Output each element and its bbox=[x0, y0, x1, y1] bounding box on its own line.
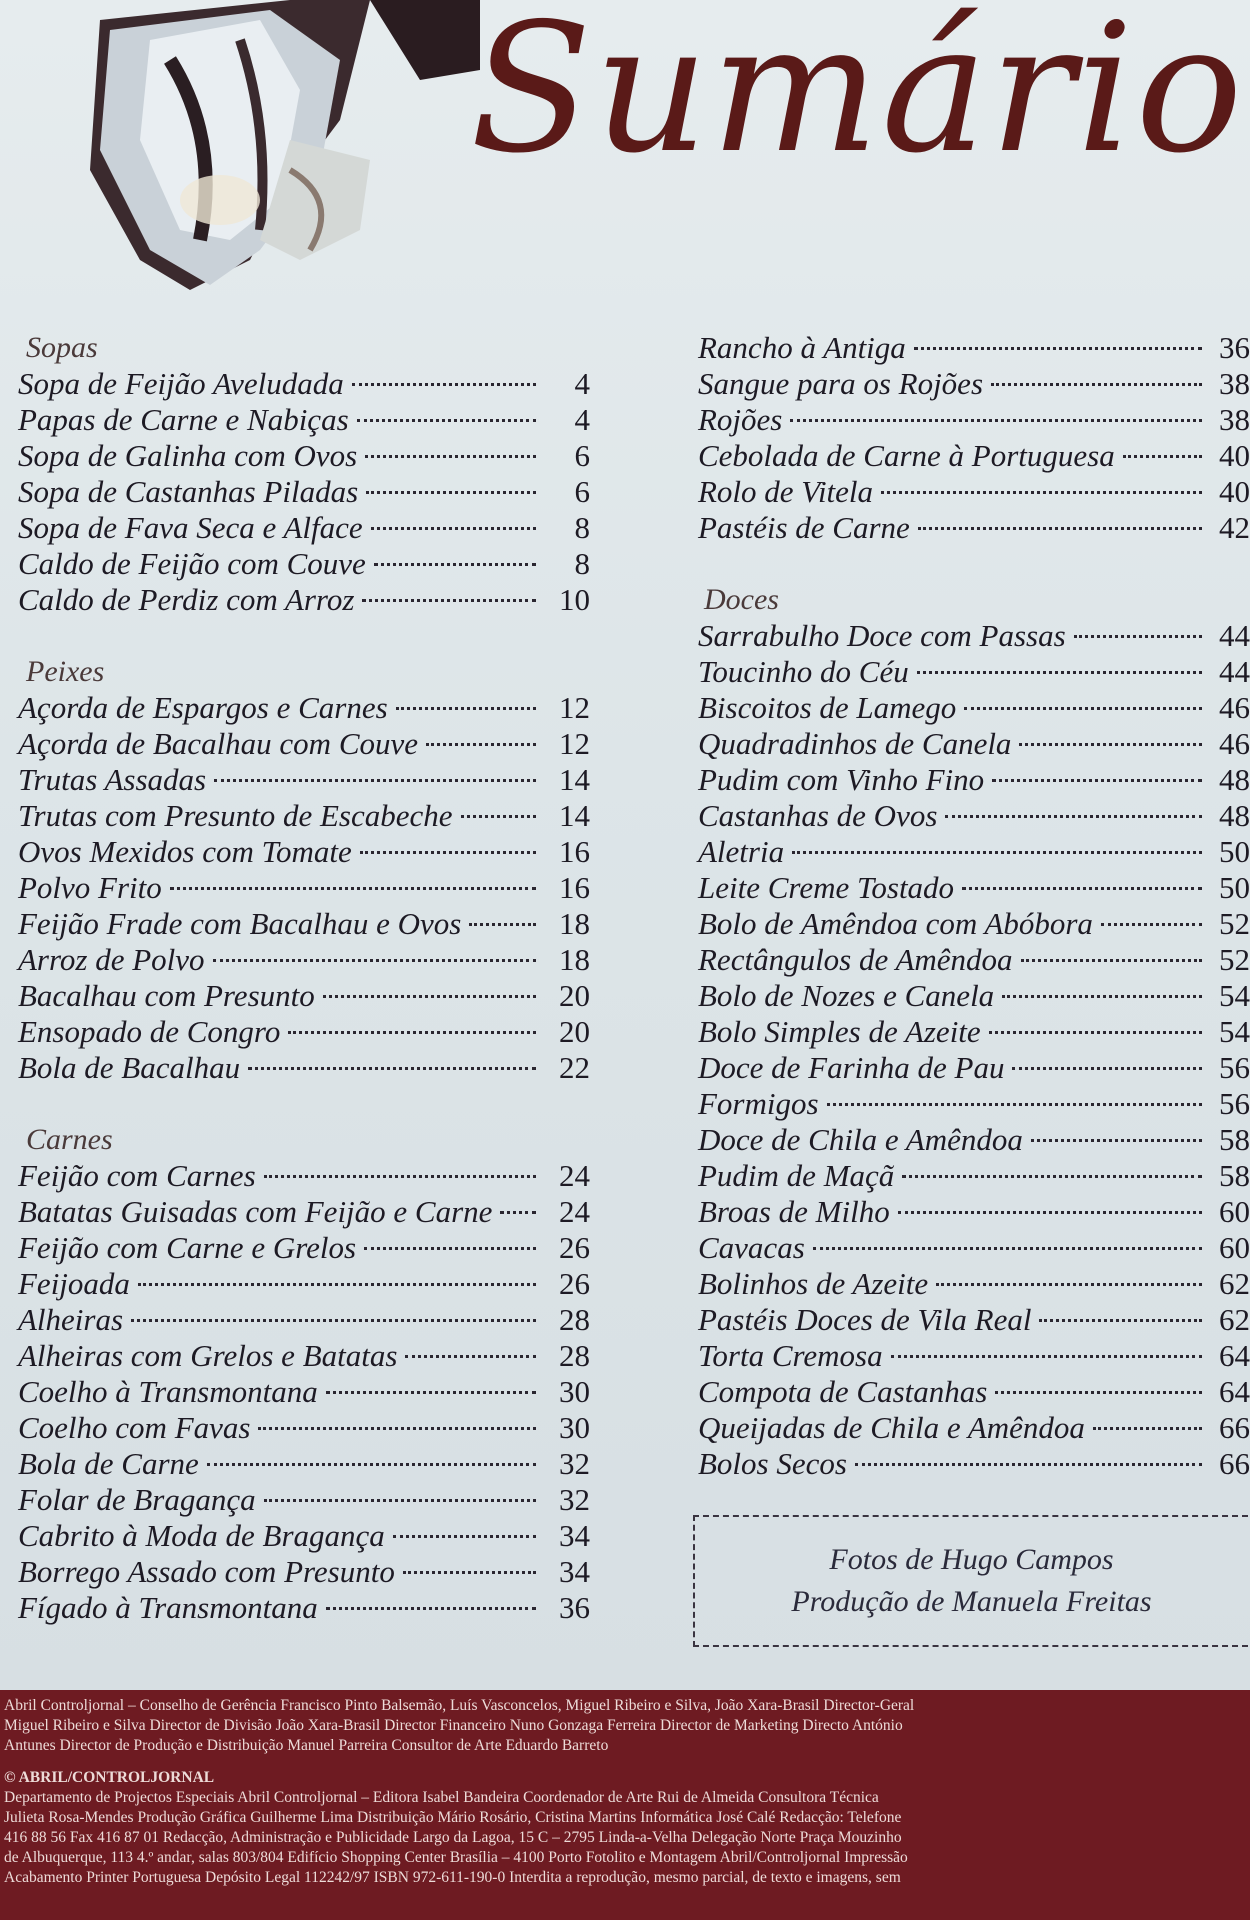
toc-entry-page: 24 bbox=[559, 1194, 590, 1229]
toc-entry-title: Castanhas de Ovos bbox=[698, 798, 938, 833]
toc-entry-page: 44 bbox=[1219, 654, 1250, 689]
toc-entry-title: Sopa de Galinha com Ovos bbox=[18, 438, 358, 473]
toc-entry-page: 26 bbox=[559, 1230, 590, 1265]
toc-entry-title: Açorda de Bacalhau com Couve bbox=[18, 726, 419, 761]
toc-entry-title: Papas de Carne e Nabiças bbox=[18, 402, 349, 437]
toc-list-carnes bbox=[0, 1158, 600, 1626]
toc-entry-page: 64 bbox=[1219, 1374, 1250, 1409]
dot-leader bbox=[469, 923, 536, 926]
toc-entry bbox=[0, 582, 600, 618]
toc-entry bbox=[690, 798, 1250, 834]
toc-entry-title: Caldo de Perdiz com Arroz bbox=[18, 582, 355, 617]
toc-entry-page: 54 bbox=[1219, 1014, 1250, 1049]
toc-entry-page: 44 bbox=[1219, 618, 1250, 653]
toc-entry bbox=[690, 618, 1250, 654]
toc-entry-title: Ovos Mexidos com Tomate bbox=[18, 834, 352, 869]
toc-entry-title: Feijão Frade com Bacalhau e Ovos bbox=[18, 906, 462, 941]
dot-leader bbox=[790, 419, 1202, 422]
toc-entry-title: Fígado à Transmontana bbox=[18, 1590, 318, 1625]
toc-entry-page: 54 bbox=[1219, 978, 1250, 1013]
section-heading-doces: Doces bbox=[704, 583, 779, 616]
toc-entry-title: Bola de Carne bbox=[18, 1446, 199, 1481]
toc-entry bbox=[690, 1338, 1250, 1374]
toc-entry-page: 28 bbox=[559, 1338, 590, 1373]
toc-entry-title: Batatas Guisadas com Feijão e Carne bbox=[18, 1194, 493, 1229]
toc-column-right bbox=[690, 330, 1250, 1482]
dot-leader bbox=[1101, 923, 1202, 926]
imprint-line: Acabamento Printer Portuguesa Depósito Legal 112242/97 ISBN 972-611-190-0 Interdita a reprodução, mesmo parcial, de texto e imagens, sem bbox=[4, 1869, 901, 1886]
section-heading-carnes: Carnes bbox=[26, 1123, 113, 1156]
toc-entry-page: 18 bbox=[559, 906, 590, 941]
toc-entry-title: Pudim de Maçã bbox=[698, 1158, 895, 1193]
imprint-block-2 bbox=[4, 1788, 1250, 1888]
toc-entry bbox=[0, 726, 600, 762]
toc-entry bbox=[690, 1230, 1250, 1266]
toc-entry-title: Pastéis de Carne bbox=[698, 510, 910, 545]
dot-leader bbox=[365, 455, 536, 458]
dot-leader bbox=[914, 347, 1202, 350]
toc-entry-page: 4 bbox=[574, 402, 590, 437]
toc-entry-title: Alheiras bbox=[18, 1302, 124, 1337]
toc-entry-title: Sopa de Feijão Aveludada bbox=[18, 366, 344, 401]
toc-entry bbox=[690, 1086, 1250, 1122]
toc-entry-page: 66 bbox=[1219, 1410, 1250, 1445]
toc-entry bbox=[0, 978, 600, 1014]
toc-entry bbox=[690, 1158, 1250, 1194]
dot-leader bbox=[898, 1211, 1202, 1214]
toc-entry-page: 50 bbox=[1219, 870, 1250, 905]
toc-entry-page: 48 bbox=[1219, 798, 1250, 833]
dot-leader bbox=[964, 707, 1202, 710]
toc-entry bbox=[0, 1482, 600, 1518]
dot-leader bbox=[995, 1391, 1202, 1394]
toc-entry bbox=[0, 1266, 600, 1302]
dot-leader bbox=[258, 1427, 536, 1430]
dot-leader bbox=[991, 383, 1202, 386]
dot-leader bbox=[326, 1607, 536, 1610]
dot-leader bbox=[1031, 1139, 1202, 1142]
dot-leader bbox=[288, 1031, 536, 1034]
toc-entry-title: Rojões bbox=[698, 402, 783, 437]
toc-entry-page: 24 bbox=[559, 1158, 590, 1193]
toc-entry bbox=[0, 762, 600, 798]
toc-entry bbox=[0, 1158, 600, 1194]
toc-entry-page: 36 bbox=[559, 1590, 590, 1625]
toc-entry-page: 62 bbox=[1219, 1266, 1250, 1301]
dot-leader bbox=[1039, 1319, 1202, 1322]
toc-entry bbox=[690, 366, 1250, 402]
toc-entry bbox=[0, 1230, 600, 1266]
toc-entry-page: 62 bbox=[1219, 1302, 1250, 1337]
toc-entry-title: Feijão com Carne e Grelos bbox=[18, 1230, 357, 1265]
toc-entry-title: Cavacas bbox=[698, 1230, 805, 1265]
dot-leader bbox=[264, 1175, 536, 1178]
toc-entry-title: Queijadas de Chila e Amêndoa bbox=[698, 1410, 1085, 1445]
toc-entry-page: 12 bbox=[559, 726, 590, 761]
toc-entry-title: Compota de Castanhas bbox=[698, 1374, 988, 1409]
toc-entry bbox=[690, 834, 1250, 870]
toc-entry-page: 16 bbox=[559, 834, 590, 869]
toc-entry bbox=[690, 1014, 1250, 1050]
toc-entry-page: 64 bbox=[1219, 1338, 1250, 1373]
dot-leader bbox=[323, 995, 536, 998]
dot-leader bbox=[374, 563, 536, 566]
toc-entry-title: Rolo de Vitela bbox=[698, 474, 874, 509]
dot-leader bbox=[131, 1319, 536, 1322]
dot-leader bbox=[1123, 455, 1202, 458]
toc-entry-page: 30 bbox=[559, 1410, 590, 1445]
toc-entry bbox=[690, 474, 1250, 510]
dot-leader bbox=[326, 1391, 536, 1394]
toc-entry bbox=[0, 510, 600, 546]
toc-entry-title: Pastéis Doces de Vila Real bbox=[698, 1302, 1032, 1337]
toc-entry bbox=[690, 1050, 1250, 1086]
dot-leader bbox=[214, 779, 536, 782]
dot-leader bbox=[396, 707, 536, 710]
toc-list-carnes-continued bbox=[690, 330, 1250, 546]
toc-entry-page: 18 bbox=[559, 942, 590, 977]
toc-entry-title: Alheiras com Grelos e Batatas bbox=[18, 1338, 398, 1373]
toc-entry-page: 12 bbox=[559, 690, 590, 725]
toc-entry bbox=[690, 906, 1250, 942]
toc-entry-title: Aletria bbox=[698, 834, 785, 869]
imprint-footer bbox=[0, 1690, 1250, 1920]
dot-leader bbox=[881, 491, 1202, 494]
dot-leader bbox=[248, 1067, 536, 1070]
dot-leader bbox=[364, 1247, 536, 1250]
toc-entry bbox=[0, 870, 600, 906]
toc-column-left bbox=[0, 330, 600, 1626]
toc-entry bbox=[690, 870, 1250, 906]
toc-entry-title: Leite Creme Tostado bbox=[698, 870, 955, 905]
toc-entry bbox=[0, 402, 600, 438]
toc-entry-page: 38 bbox=[1219, 402, 1250, 437]
toc-list-doces bbox=[690, 618, 1250, 1482]
toc-entry bbox=[0, 906, 600, 942]
toc-entry bbox=[0, 546, 600, 582]
toc-entry bbox=[690, 762, 1250, 798]
toc-entry-page: 28 bbox=[559, 1302, 590, 1337]
toc-entry-page: 42 bbox=[1219, 510, 1250, 545]
toc-entry-page: 26 bbox=[559, 1266, 590, 1301]
toc-entry-title: Rancho à Antiga bbox=[698, 330, 906, 365]
toc-entry-title: Bolos Secos bbox=[698, 1446, 847, 1481]
production-credit: Produção de Manuela Freitas bbox=[791, 1585, 1152, 1618]
dot-leader bbox=[1021, 959, 1202, 962]
toc-entry-title: Doce de Chila e Amêndoa bbox=[698, 1122, 1023, 1157]
toc-entry-page: 14 bbox=[559, 762, 590, 797]
dot-leader bbox=[792, 851, 1202, 854]
toc-entry-page: 30 bbox=[559, 1374, 590, 1409]
toc-entry bbox=[0, 1194, 600, 1230]
imprint-line: 416 88 56 Fax 416 87 01 Redacção, Administração e Publicidade Largo da Lagoa, 15 C – 2795 Linda-a-Velha Delegação Norte Praça Mouzinho bbox=[4, 1829, 902, 1846]
toc-list-sopas bbox=[0, 366, 600, 618]
dot-leader bbox=[500, 1211, 536, 1214]
dot-leader bbox=[357, 419, 536, 422]
toc-entry-page: 20 bbox=[559, 1014, 590, 1049]
dot-leader bbox=[264, 1499, 536, 1502]
dot-leader bbox=[461, 815, 537, 818]
page-title: Sumário bbox=[470, 0, 1245, 192]
toc-entry-title: Borrego Assado com Presunto bbox=[18, 1554, 395, 1589]
toc-entry bbox=[690, 1446, 1250, 1482]
toc-entry-page: 8 bbox=[574, 510, 590, 545]
toc-entry bbox=[0, 366, 600, 402]
toc-entry bbox=[690, 510, 1250, 546]
dot-leader bbox=[1093, 1427, 1202, 1430]
toc-entry-page: 6 bbox=[574, 474, 590, 509]
toc-entry-title: Coelho com Favas bbox=[18, 1410, 251, 1445]
toc-entry-title: Doce de Farinha de Pau bbox=[698, 1050, 1005, 1085]
toc-entry-page: 58 bbox=[1219, 1122, 1250, 1157]
dot-leader bbox=[989, 1031, 1202, 1034]
toc-entry bbox=[0, 1374, 600, 1410]
toc-entry-page: 48 bbox=[1219, 762, 1250, 797]
toc-entry-title: Bacalhau com Presunto bbox=[18, 978, 315, 1013]
imprint-line: Julieta Rosa-Mendes Produção Gráfica Guilherme Lima Distribuição Mário Rosário, Cristina Martins Informática José Calé Redacção: Telefone bbox=[4, 1809, 902, 1826]
dot-leader bbox=[945, 815, 1202, 818]
toc-entry-title: Bolinhos de Azeite bbox=[698, 1266, 929, 1301]
dot-leader bbox=[936, 1283, 1202, 1286]
toc-entry-page: 32 bbox=[559, 1482, 590, 1517]
toc-entry-title: Rectângulos de Amêndoa bbox=[698, 942, 1013, 977]
dot-leader bbox=[170, 887, 536, 890]
toc-entry bbox=[0, 474, 600, 510]
toc-entry-page: 58 bbox=[1219, 1158, 1250, 1193]
dot-leader bbox=[962, 887, 1202, 890]
imprint-line: Antunes Director de Produção e Distribuição Manuel Parreira Consultor de Arte Eduardo Barreto bbox=[4, 1737, 609, 1754]
toc-entry-title: Sangue para os Rojões bbox=[698, 366, 984, 401]
toc-entry-page: 34 bbox=[559, 1518, 590, 1553]
toc-entry-page: 22 bbox=[559, 1050, 590, 1085]
toc-entry-page: 20 bbox=[559, 978, 590, 1013]
toc-entry-page: 60 bbox=[1219, 1194, 1250, 1229]
toc-entry bbox=[690, 402, 1250, 438]
toc-entry-title: Trutas com Presunto de Escabeche bbox=[18, 798, 453, 833]
dot-leader bbox=[902, 1175, 1202, 1178]
toc-entry bbox=[690, 1266, 1250, 1302]
dot-leader bbox=[992, 779, 1202, 782]
toc-entry-title: Pudim com Vinho Fino bbox=[698, 762, 985, 797]
dot-leader bbox=[213, 959, 536, 962]
toc-entry-title: Broas de Milho bbox=[698, 1194, 890, 1229]
toc-entry-title: Quadradinhos de Canela bbox=[698, 726, 1012, 761]
toc-entry bbox=[0, 1554, 600, 1590]
toc-entry-page: 38 bbox=[1219, 366, 1250, 401]
toc-entry-page: 46 bbox=[1219, 690, 1250, 725]
toc-entry-page: 50 bbox=[1219, 834, 1250, 869]
toc-entry-title: Trutas Assadas bbox=[18, 762, 207, 797]
dot-leader bbox=[138, 1283, 536, 1286]
toc-entry-title: Cabrito à Moda de Bragança bbox=[18, 1518, 385, 1553]
imprint-block-1 bbox=[4, 1696, 1250, 1756]
toc-entry-page: 52 bbox=[1219, 942, 1250, 977]
toc-entry bbox=[0, 834, 600, 870]
toc-entry-page: 34 bbox=[559, 1554, 590, 1589]
toc-entry bbox=[0, 798, 600, 834]
toc-entry-page: 16 bbox=[559, 870, 590, 905]
toc-entry bbox=[690, 1194, 1250, 1230]
toc-entry-title: Formigos bbox=[698, 1086, 819, 1121]
imprint-line: Departamento de Projectos Especiais Abril Controljornal – Editora Isabel Bandeira Coordenador de Arte Rui de Almeida Consultora Técnica bbox=[4, 1789, 879, 1806]
toc-entry-page: 8 bbox=[574, 546, 590, 581]
toc-entry-title: Feijão com Carnes bbox=[18, 1158, 256, 1193]
toc-entry bbox=[690, 1302, 1250, 1338]
toc-entry-title: Folar de Bragança bbox=[18, 1482, 256, 1517]
dot-leader bbox=[405, 1355, 536, 1358]
toc-entry-page: 14 bbox=[559, 798, 590, 833]
dot-leader bbox=[362, 599, 536, 602]
dot-leader bbox=[403, 1571, 536, 1574]
toc-entry bbox=[690, 726, 1250, 762]
toc-entry-title: Arroz de Polvo bbox=[18, 942, 205, 977]
imprint-line: de Albuquerque, 113 4.º andar, salas 803/804 Edifício Shopping Center Brasília – 4100 Porto Fotolito e Montagem Abril/Controljornal Impressão bbox=[4, 1849, 908, 1866]
dot-leader bbox=[918, 527, 1202, 530]
toc-entry-title: Feijoada bbox=[18, 1266, 130, 1301]
toc-entry-page: 36 bbox=[1219, 330, 1250, 365]
toc-entry bbox=[0, 1014, 600, 1050]
toc-entry bbox=[690, 438, 1250, 474]
dot-leader bbox=[1012, 1067, 1202, 1070]
toc-entry bbox=[690, 690, 1250, 726]
toc-entry bbox=[690, 942, 1250, 978]
toc-entry-page: 40 bbox=[1219, 474, 1250, 509]
toc-entry bbox=[0, 1590, 600, 1626]
dot-leader bbox=[917, 671, 1202, 674]
toc-entry bbox=[0, 690, 600, 726]
toc-entry bbox=[690, 1374, 1250, 1410]
toc-entry bbox=[690, 654, 1250, 690]
toc-entry-title: Sopa de Castanhas Piladas bbox=[18, 474, 359, 509]
toc-entry bbox=[0, 1446, 600, 1482]
toc-entry-title: Açorda de Espargos e Carnes bbox=[18, 690, 388, 725]
dot-leader bbox=[813, 1247, 1202, 1250]
toc-entry bbox=[690, 1122, 1250, 1158]
section-heading-sopas: Sopas bbox=[26, 331, 98, 364]
dot-leader bbox=[426, 743, 536, 746]
toc-entry-title: Cebolada de Carne à Portuguesa bbox=[698, 438, 1115, 473]
toc-entry bbox=[0, 1410, 600, 1446]
dot-leader bbox=[366, 491, 536, 494]
toc-entry-page: 32 bbox=[559, 1446, 590, 1481]
dot-leader bbox=[1074, 635, 1202, 638]
toc-entry-page: 52 bbox=[1219, 906, 1250, 941]
toc-entry-page: 56 bbox=[1219, 1050, 1250, 1085]
toc-entry-page: 6 bbox=[574, 438, 590, 473]
toc-entry bbox=[690, 1410, 1250, 1446]
toc-entry-page: 46 bbox=[1219, 726, 1250, 761]
toc-entry-title: Polvo Frito bbox=[18, 870, 162, 905]
section-heading-peixes: Peixes bbox=[26, 655, 105, 688]
cover-photo bbox=[40, 0, 480, 300]
toc-entry bbox=[0, 1050, 600, 1086]
dot-leader bbox=[207, 1463, 536, 1466]
dot-leader bbox=[371, 527, 536, 530]
photo-credit: Fotos de Hugo Campos bbox=[829, 1543, 1114, 1576]
toc-entry-title: Ensopado de Congro bbox=[18, 1014, 281, 1049]
toc-entry-title: Torta Cremosa bbox=[698, 1338, 883, 1373]
toc-entry-title: Bolo Simples de Azeite bbox=[698, 1014, 981, 1049]
dot-leader bbox=[352, 383, 536, 386]
toc-list-peixes bbox=[0, 690, 600, 1086]
dot-leader bbox=[393, 1535, 536, 1538]
toc-entry bbox=[0, 1518, 600, 1554]
toc-entry-page: 56 bbox=[1219, 1086, 1250, 1121]
dot-leader bbox=[891, 1355, 1202, 1358]
dot-leader bbox=[827, 1103, 1202, 1106]
imprint-line: Abril Controljornal – Conselho de Gerência Francisco Pinto Balsemão, Luís Vasconcelos, Miguel Ribeiro e Silva, João Xara-Brasil Director-Geral bbox=[4, 1697, 915, 1714]
toc-entry-page: 60 bbox=[1219, 1230, 1250, 1265]
dot-leader bbox=[360, 851, 536, 854]
toc-entry-page: 4 bbox=[574, 366, 590, 401]
toc-entry bbox=[0, 438, 600, 474]
toc-entry-title: Bolo de Nozes e Canela bbox=[698, 978, 995, 1013]
toc-entry bbox=[0, 942, 600, 978]
imprint-line: Miguel Ribeiro e Silva Director de Divisão João Xara-Brasil Director Financeiro Nuno Gonzaga Ferreira Director de Marketing Directo António bbox=[4, 1717, 903, 1734]
toc-entry-title: Biscoitos de Lamego bbox=[698, 690, 957, 725]
dot-leader bbox=[1002, 995, 1202, 998]
toc-entry-title: Sarrabulho Doce com Passas bbox=[698, 618, 1066, 653]
toc-entry-title: Bolo de Amêndoa com Abóbora bbox=[698, 906, 1093, 941]
toc-entry-title: Bola de Bacalhau bbox=[18, 1050, 241, 1085]
toc-entry bbox=[0, 1338, 600, 1374]
toc-entry-page: 66 bbox=[1219, 1446, 1250, 1481]
toc-entry bbox=[690, 978, 1250, 1014]
toc-entry-title: Toucinho do Céu bbox=[698, 654, 909, 689]
copyright-line: © ABRIL/CONTROLJORNAL bbox=[4, 1769, 215, 1786]
toc-entry-title: Caldo de Feijão com Couve bbox=[18, 546, 366, 581]
credits-box bbox=[693, 1515, 1248, 1647]
toc-entry-page: 40 bbox=[1219, 438, 1250, 473]
dot-leader bbox=[1019, 743, 1202, 746]
toc-entry-page: 10 bbox=[559, 582, 590, 617]
toc-entry bbox=[0, 1302, 600, 1338]
toc-entry-title: Coelho à Transmontana bbox=[18, 1374, 318, 1409]
toc-entry-title: Sopa de Fava Seca e Alface bbox=[18, 510, 363, 545]
dot-leader bbox=[855, 1463, 1202, 1466]
toc-entry bbox=[690, 330, 1250, 366]
